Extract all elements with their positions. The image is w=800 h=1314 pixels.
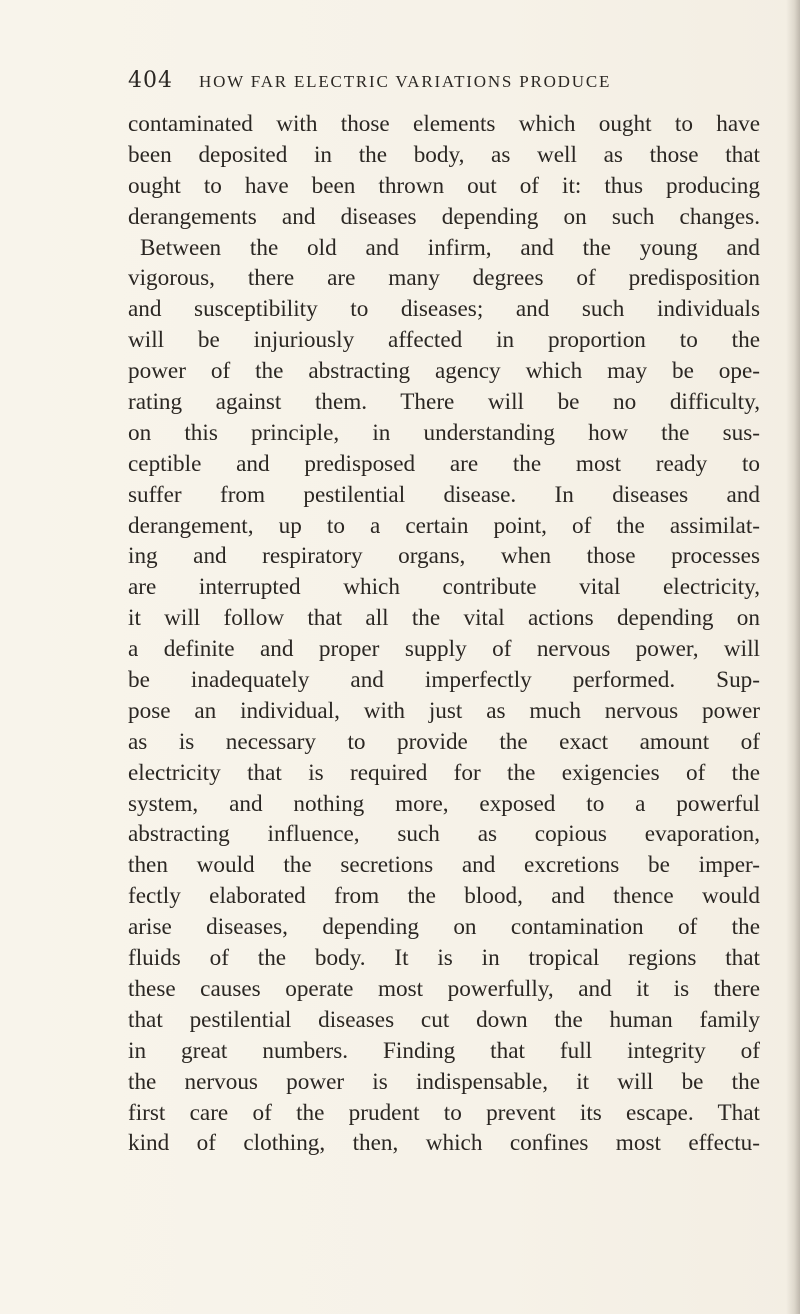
text-line: as is necessary to provide the exact amount of [128, 728, 760, 755]
text-line: be inadequately and imperfectly performed. Sup- [128, 667, 760, 694]
text-line: will be injuriously affected in proportion to the [128, 327, 760, 354]
text-line: the nervous power is indispensable, it will be the [128, 1068, 760, 1095]
text-line: system, and nothing more, exposed to a powerful [128, 790, 760, 817]
text-line: first care of the prudent to prevent its escape. That [128, 1099, 760, 1126]
text-line: and susceptibility to diseases; and such individuals [128, 296, 760, 323]
text-line: fluids of the body. It is in tropical regions that [128, 945, 760, 972]
text-line: suffer from pestilential disease. In diseases and [128, 481, 760, 508]
text-line: electricity that is required for the exigencies of the [128, 759, 760, 786]
text-line: abstracting influence, such as copious evaporation, [128, 821, 760, 848]
text-line: are interrupted which contribute vital electricity, [128, 574, 760, 601]
text-line: ing and respiratory organs, when those processes [128, 543, 760, 570]
text-line: in great numbers. Finding that full integrity of [128, 1037, 760, 1064]
text-line: kind of clothing, then, which confines most effectu- [128, 1130, 760, 1157]
text-line: ought to have been thrown out of it: thus producing [128, 172, 760, 199]
text-line: it will follow that all the vital actions depending on [128, 605, 760, 632]
running-title: HOW FAR ELECTRIC VARIATIONS PRODUCE [199, 72, 612, 91]
running-head [128, 68, 768, 98]
text-line: then would the secretions and excretions be imper- [128, 852, 760, 879]
text-line: ceptible and predisposed are the most ready to [128, 450, 760, 477]
text-line: derangements and diseases depending on such changes. [128, 203, 760, 230]
text-line: power of the abstracting agency which may be ope- [128, 358, 760, 385]
text-line: been deposited in the body, as well as those that [128, 141, 760, 168]
text-line: rating against them. There will be no difficulty, [128, 389, 760, 416]
body-text [128, 109, 760, 1159]
text-line: arise diseases, depending on contamination of the [128, 914, 760, 941]
text-line: these causes operate most powerfully, and it is there [128, 975, 760, 1002]
page-edge-shadow [786, 0, 800, 1314]
text-line: Between the old and infirm, and the young and [140, 234, 760, 261]
page-number: 404 [128, 68, 173, 93]
text-line: pose an individual, with just as much nervous power [128, 697, 760, 724]
text-line: contaminated with those elements which ought to have [128, 111, 760, 137]
text-line: fectly elaborated from the blood, and thence would [128, 883, 760, 910]
text-line: on this principle, in understanding how the sus- [128, 419, 760, 446]
text-line: vigorous, there are many degrees of predisposition [128, 265, 760, 292]
text-line: a definite and proper supply of nervous power, will [128, 636, 760, 663]
text-line: that pestilential diseases cut down the human family [128, 1006, 760, 1033]
text-line: derangement, up to a certain point, of the assimilat- [128, 512, 760, 539]
